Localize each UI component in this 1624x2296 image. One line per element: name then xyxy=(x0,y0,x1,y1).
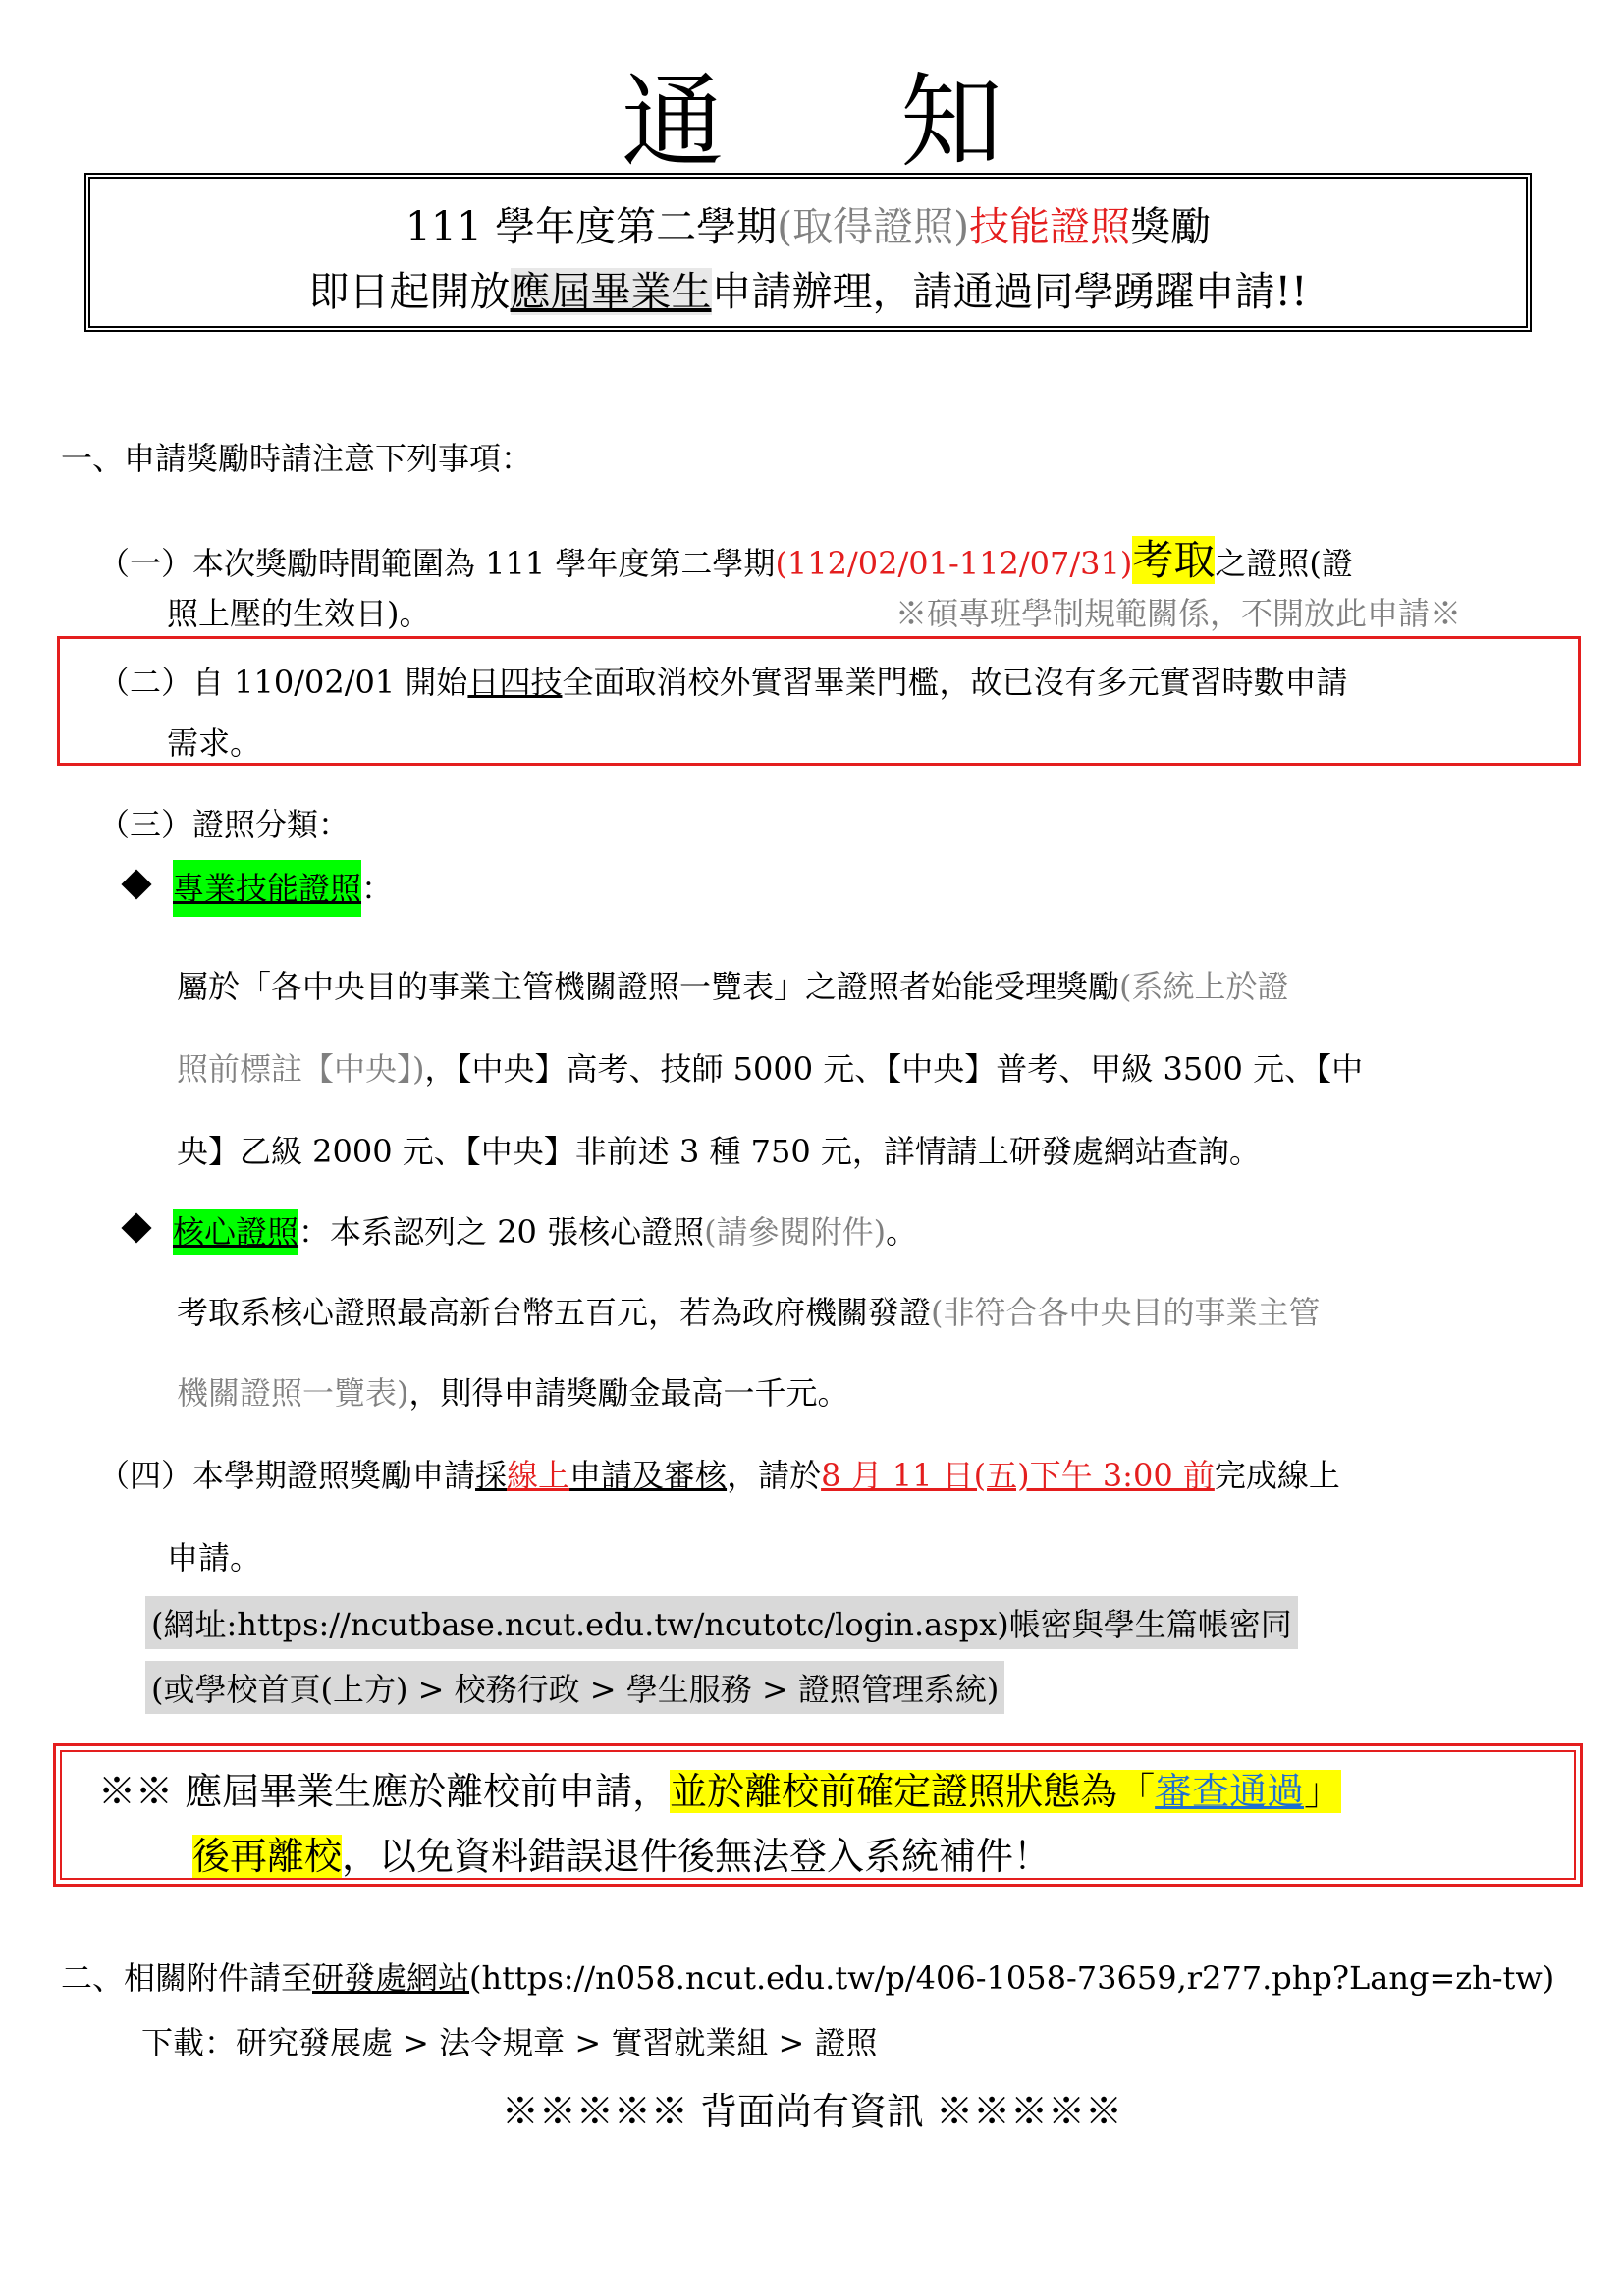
notice-line-2 xyxy=(192,1826,1051,1880)
category-2-period: 。 xyxy=(886,1213,918,1251)
category-2-desc: ：本系認列之 20 張核心證照 xyxy=(298,1213,705,1251)
section-2-intro: 二、相關附件請至 xyxy=(61,1959,313,1997)
item-1-period: (112/02/01-112/07/31) xyxy=(775,545,1133,582)
header-apply: 申請辦理，請通過同學踴躍申請!! xyxy=(711,268,1308,315)
item-4-online: 線上 xyxy=(507,1457,570,1494)
category-1 xyxy=(126,864,393,909)
system-url-line[interactable]: (網址:https://ncutbase.ncut.edu.tw/ncutotc/login.aspx)帳密與學生篇帳密同 xyxy=(145,1596,1298,1649)
notice-warning: ，以免資料錯誤退件後無法登入系統補件！ xyxy=(342,1835,1052,1878)
category-1-line-2 xyxy=(177,1044,1363,1090)
item-4-review: 申請及審核 xyxy=(569,1457,728,1494)
item-4-line-2: 申請。 xyxy=(167,1539,262,1576)
item-4-please: ，請於 xyxy=(727,1457,822,1494)
category-2-label: 核心證照 xyxy=(173,1209,298,1255)
header-open: 即日起開放 xyxy=(308,268,511,315)
category-2-max: 考取系核心證照最高新台幣五百元，若為政府機關發證 xyxy=(177,1294,932,1331)
category-1-line-1 xyxy=(177,962,1289,1007)
item-2-line-1 xyxy=(98,658,1347,703)
item-1-note: ※碩專班學制規範關係，不開放此申請※ xyxy=(895,595,1462,632)
back-page-notice: ※※※※※ 背面尚有資訊 ※※※※※ xyxy=(501,2090,1123,2133)
category-2 xyxy=(126,1207,917,1253)
rd-website-link[interactable]: 研發處網站 xyxy=(312,1959,470,1997)
section-1-heading: 一、申請獎勵時請注意下列事項： xyxy=(61,440,533,477)
header-box xyxy=(84,173,1532,332)
item-1-line-1 xyxy=(98,528,1353,587)
header-obtain: (取得證照) xyxy=(777,203,970,250)
category-1-desc: 屬於「各中央目的事業主管機關證照一覽表」之證照者始能受理獎勵 xyxy=(177,968,1120,1005)
rd-website-url[interactable]: (https://n058.ncut.edu.tw/p/406-1058-73659,r277.php?Lang=zh-tw) xyxy=(469,1959,1555,1997)
item-4-adopt: 採 xyxy=(475,1457,508,1494)
category-1-label: 專業技能證照 xyxy=(173,860,361,917)
category-2-note-end: 機關證照一覽表) xyxy=(177,1374,409,1412)
header-reward: 獎勵 xyxy=(1130,203,1212,250)
notice-leave: 後再離校 xyxy=(192,1835,343,1878)
title-char-2: 知 xyxy=(900,62,1003,182)
system-path-line: (或學校首頁(上方) > 校務行政 > 學生服務 > 證照管理系統) xyxy=(145,1661,1004,1714)
notice-approved-link[interactable]: 審查通過 xyxy=(1155,1770,1305,1813)
item-1-line-2: 照上壓的生效日)。 xyxy=(167,595,431,632)
category-1-amounts: ，【中央】高考、技師 5000 元、【中央】普考、甲級 3500 元、【中 xyxy=(424,1050,1364,1088)
category-2-line-1 xyxy=(177,1288,1321,1333)
category-2-attachment: (請參閱附件) xyxy=(704,1213,887,1251)
item-4-complete: 完成線上 xyxy=(1214,1457,1340,1494)
category-1-note-end: 照前標註【中央】) xyxy=(177,1050,425,1088)
category-2-note: (非符合各中央目的事業主管 xyxy=(931,1294,1321,1331)
category-1-colon: ： xyxy=(361,870,394,907)
page-title xyxy=(0,39,1624,187)
header-term: 111 學年度第二學期 xyxy=(405,203,778,250)
item-4-deadline: 8 月 11 日(五)下午 3:00 前 xyxy=(821,1457,1215,1494)
diamond-bullet-icon xyxy=(121,869,151,899)
notice-line-1 xyxy=(98,1761,1341,1815)
item-3-heading: （三）證照分類： xyxy=(98,806,351,843)
category-2-line-2 xyxy=(177,1368,849,1414)
item-4-text: （四）本學期證照獎勵申請 xyxy=(98,1457,476,1494)
section-2-line-2: 下載：研究發展處 > 法令規章 > 實習就業組 > 證照 xyxy=(141,2024,878,2061)
item-2-line-2: 需求。 xyxy=(167,724,262,762)
item-1-cert: 之證照(證 xyxy=(1215,545,1353,582)
diamond-bullet-icon xyxy=(121,1212,151,1243)
header-line-2 xyxy=(90,259,1526,317)
header-graduates: 應屆畢業生 xyxy=(510,268,712,315)
category-2-govt: ，則得申請獎勵金最高一千元。 xyxy=(408,1374,849,1412)
category-1-line-3: 央】乙級 2000 元、【中央】非前述 3 種 750 元，詳情請上研發處網站查詢。 xyxy=(177,1133,1261,1170)
item-4-line-1 xyxy=(98,1451,1340,1496)
category-1-note: (系統上於證 xyxy=(1119,968,1289,1005)
notice-confirm: 並於離校前確定證照狀態為「 xyxy=(670,1770,1156,1813)
item-2-day-program: 日四技 xyxy=(467,664,563,701)
header-line-1 xyxy=(90,194,1526,252)
item-2-rest: 全面取消校外實習畢業門檻，故已沒有多元實習時數申請 xyxy=(562,664,1348,701)
section-2-line-1 xyxy=(61,1953,1554,1999)
item-1-text: （一）本次獎勵時間範圍為 111 學年度第二學期 xyxy=(98,545,776,582)
header-skill-cert: 技能證照 xyxy=(969,203,1131,250)
notice-intro: ※※ 應屆畢業生應於離校前申請， xyxy=(98,1770,671,1813)
title-char-1: 通 xyxy=(621,62,724,182)
item-1-pass: 考取 xyxy=(1132,536,1216,584)
item-2-text: （二）自 110/02/01 開始 xyxy=(98,664,468,701)
notice-close-quote: 」 xyxy=(1304,1770,1342,1813)
